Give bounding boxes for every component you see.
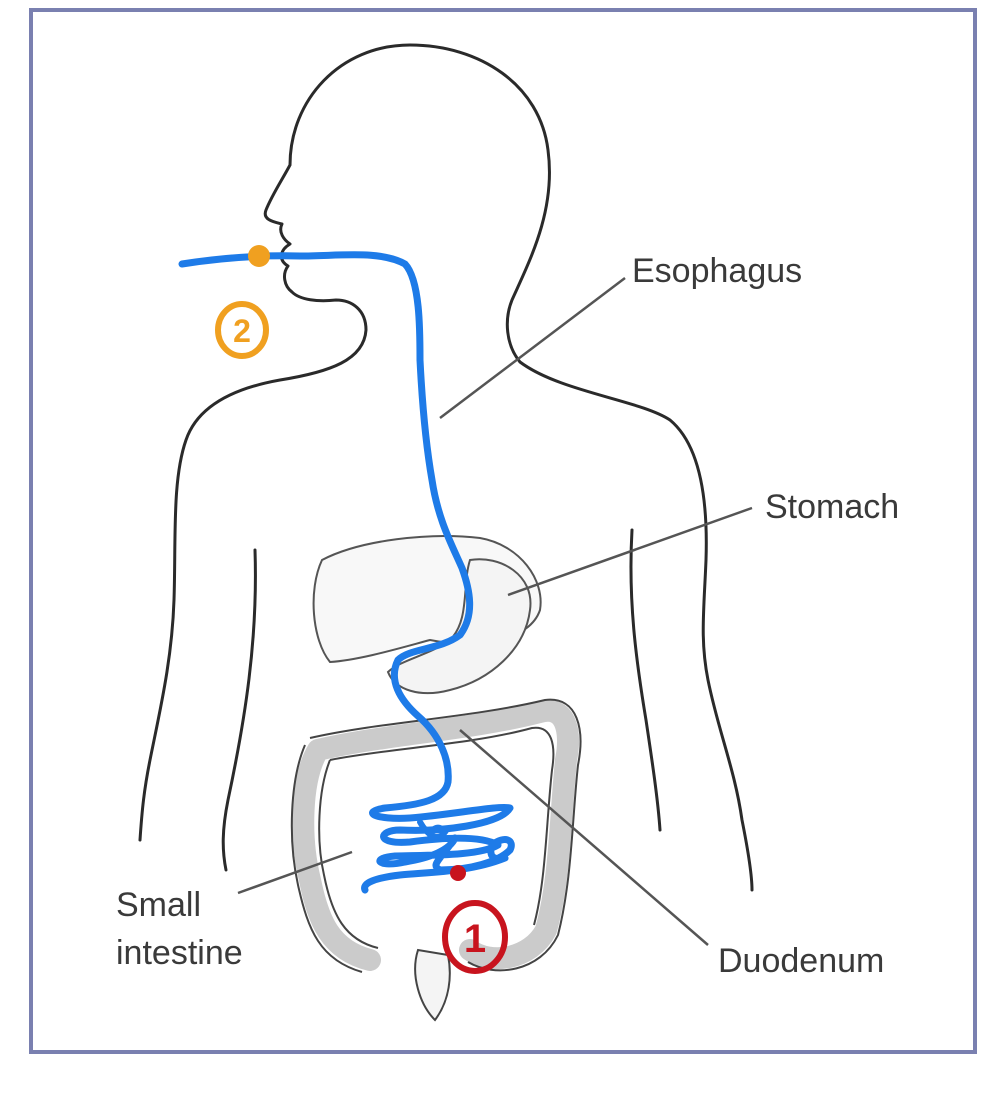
label-esophagus: Esophagus	[632, 252, 803, 290]
label-small-intestine-line1: Small	[116, 886, 202, 924]
label-duodenum: Duodenum	[718, 942, 885, 980]
mouth-point-dot	[248, 245, 270, 267]
marker-1-number: 1	[463, 917, 487, 961]
digestive-tube-swirl	[420, 822, 445, 838]
esophagus-leader	[440, 278, 625, 418]
torso-left-line	[223, 550, 255, 870]
label-stomach: Stomach	[765, 488, 900, 526]
intestine-point-dot	[450, 865, 466, 881]
torso-right-line	[631, 530, 660, 830]
marker-2-number: 2	[233, 313, 251, 349]
label-small-intestine-line2: intestine	[116, 934, 243, 972]
rectum	[415, 950, 450, 1020]
